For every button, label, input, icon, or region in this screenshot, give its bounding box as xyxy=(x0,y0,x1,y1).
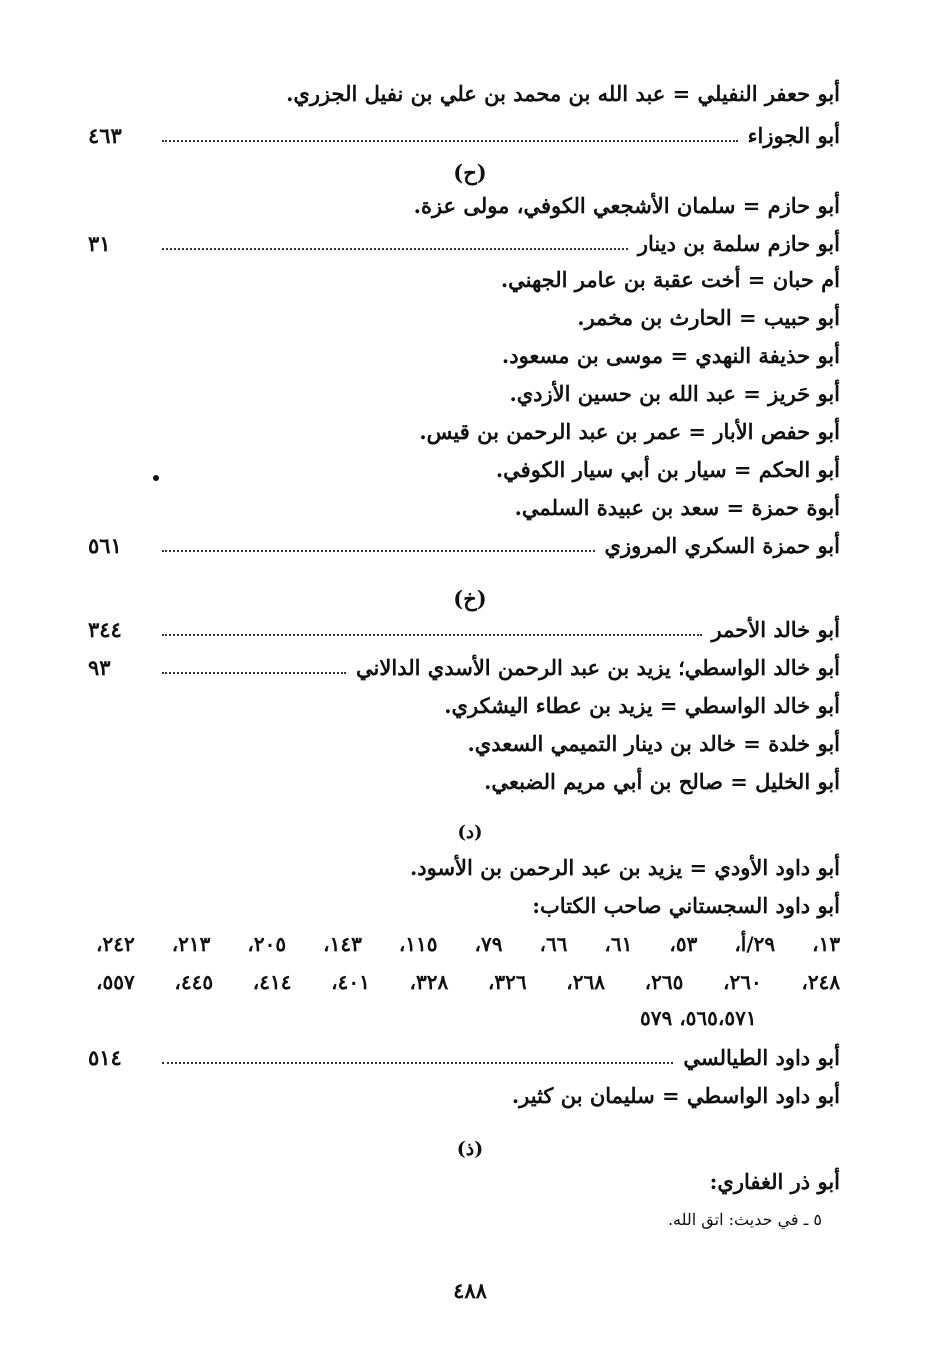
leader-dots xyxy=(162,634,702,636)
leader-dots xyxy=(162,1062,673,1064)
entry-page: ٥٦١ xyxy=(88,533,122,558)
entry-name: أبو حمزة السكري المروزي xyxy=(604,533,840,558)
index-line: أبو خلدة = خالد بن دينار التميمي السعدي. xyxy=(467,731,840,756)
index-line: أبوة حمزة = سعد بن عبيدة السلمي. xyxy=(514,495,840,520)
index-entry xyxy=(88,612,840,648)
page-references-line: ٥٦٥،٥٧١، ٥٧٩ xyxy=(640,1006,757,1030)
entry-name: أبو حازم سلمة بن دينار xyxy=(637,231,840,256)
entry-name: أبو داود الطيالسي xyxy=(683,1045,840,1070)
entry-name: أبو خالد الواسطي؛ يزيد بن عبد الرحمن الأسدي الدالاني xyxy=(356,655,840,680)
index-line: أبو داود الأودي = يزيد بن عبد الرحمن بن الأسود. xyxy=(409,855,840,880)
index-line: أبو حازم = سلمان الأشجعي الكوفي، مولى عزة. xyxy=(413,193,840,218)
index-line: أم حبان = أخت عقبة بن عامر الجهني. xyxy=(500,267,840,292)
entry-page: ٣٤٤ xyxy=(88,617,122,642)
entry-page: ٥١٤ xyxy=(88,1045,122,1070)
page-number: ٤٨٨ xyxy=(453,1278,487,1303)
index-entry xyxy=(88,1040,840,1076)
entry-page: ٤٦٣ xyxy=(88,123,122,148)
section-heading: (خ) xyxy=(453,586,487,611)
index-line: أبو داود الواسطي = سليمان بن كثير. xyxy=(511,1083,840,1108)
page-references-line: ١٣، ٢٩/أ، ٥٣، ٦١، ٦٦، ٧٩، ١١٥، ١٤٣، ٢٠٥، ٢١٣، ٢٤٢، xyxy=(96,932,841,956)
hadith-note: ٥ ـ في حديث: اتق الله. xyxy=(667,1210,822,1229)
index-line: أبو حذيفة النهدي = موسى بن مسعود. xyxy=(501,343,840,368)
entry-name: أبو الجوزاء xyxy=(747,123,840,148)
index-line: أبو الخليل = صالح بن أبي مريم الضبعي. xyxy=(484,769,840,794)
index-line: أبو حبيب = الحارث بن مخمر. xyxy=(577,305,840,330)
index-line: أبو ذر الغفاري: xyxy=(709,1169,840,1194)
index-line: أبو خالد الواسطي = يزيد بن عطاء اليشكري. xyxy=(444,693,840,718)
leader-dots xyxy=(162,672,346,674)
section-heading: (د) xyxy=(457,822,483,843)
leader-dots xyxy=(162,140,738,142)
index-line: أبو حفص الأبار = عمر بن عبد الرحمن بن قيس. xyxy=(419,419,840,444)
index-line: أبو الحكم = سيار بن أبي سيار الكوفي. xyxy=(495,457,840,482)
entry-page: ٣١ xyxy=(88,231,111,256)
index-line: أبو حعفر النفيلي = عبد الله بن محمد بن علي بن نفيل الجزري. xyxy=(286,81,840,106)
entry-page: ٩٣ xyxy=(88,655,111,680)
section-heading: (ذ) xyxy=(456,1138,484,1160)
leader-dots xyxy=(162,550,595,552)
ink-speck xyxy=(153,475,159,481)
index-line: أبو حَريز = عبد الله بن حسين الأزدي. xyxy=(509,381,840,406)
index-entry xyxy=(88,650,840,686)
index-entry xyxy=(88,118,840,154)
leader-dots xyxy=(162,248,628,250)
page-references-line: ٢٤٨، ٢٦٠، ٢٦٥، ٢٦٨، ٣٢٦، ٣٢٨، ٤٠١، ٤١٤، ٤٤٥، ٥٥٧، xyxy=(96,970,841,994)
entry-name: أبو خالد الأحمر xyxy=(711,617,840,642)
section-heading: (ح) xyxy=(453,160,487,185)
index-entry xyxy=(88,226,840,262)
index-line: أبو داود السجستاني صاحب الكتاب: xyxy=(532,893,840,918)
index-entry xyxy=(88,528,840,564)
